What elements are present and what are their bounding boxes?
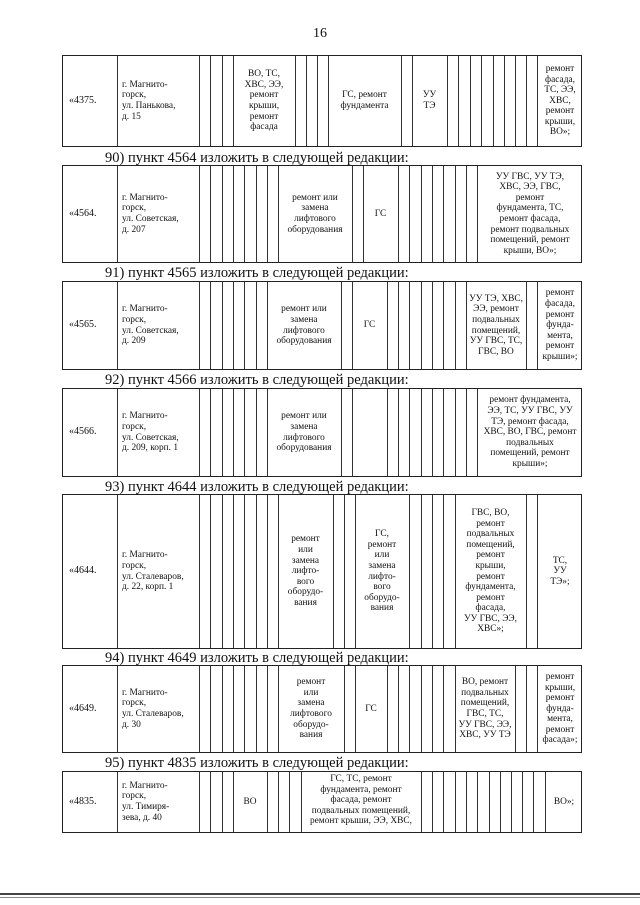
works-cell: ГС, ремонт или замена лифто- вого оборудо- вания [364, 529, 400, 614]
works-cell: ремонт или замена лифтового оборудования [276, 304, 332, 347]
table-row-4564 [62, 165, 582, 263]
works-cell: ГС [363, 320, 376, 331]
works-cell: ГС [365, 703, 377, 714]
row-number: «4566. [69, 426, 97, 438]
works-cell: ВО»; [553, 796, 575, 807]
address-cell: г. Магнито- горск, ул. Сталеваров, д. 30 [122, 687, 184, 730]
row-number: «4644. [69, 565, 97, 577]
works-cell: ремонт или замена лифтового оборудо- вания [290, 677, 332, 741]
address-cell: г. Магнито- горск, ул. Советская, д. 209 [122, 304, 179, 347]
row-number: «4649. [69, 702, 97, 714]
works-cell: УУ ТЭ [422, 90, 437, 111]
section-heading: 95) пункт 4835 изложить в следующей редакции: [105, 755, 409, 771]
works-cell: ремонт или замена лифто- вого оборудо- вания [287, 534, 324, 608]
works-cell: ремонт фундамента, ЭЭ, ТС, УУ ГВС, УУ ТЭ, ремонт фасада, ХВС, ВО, ГВС, ремонт подвальных помещений, ремонт крыши»; [483, 395, 577, 469]
table-row-4835 [62, 771, 582, 833]
table-row-4375 [62, 55, 582, 147]
row-number: «4835. [69, 795, 97, 807]
works-cell: ремонт крыши, ремонт фунда- мента, ремонт фасада»; [542, 671, 578, 746]
section-heading: 90) пункт 4564 изложить в следующей редакции: [105, 150, 409, 166]
works-cell: ремонт или замена лифтового оборудования [276, 411, 332, 454]
section-heading: 91) пункт 4565 изложить в следующей редакции: [105, 265, 409, 281]
row-number: «4565. [69, 319, 97, 331]
works-cell: ГС, ТС, ремонт фундамента, ремонт фасада, ремонт подвальных помещений, ремонт крыши, ЭЭ, ХВС, [309, 774, 413, 827]
works-cell: ГВС, ВО, ремонт подвальных помещений, ремонт крыши, ремонт фундамента, ремонт фасада, УУ ГВС, ЭЭ, ХВС»; [464, 507, 517, 635]
section-heading: 93) пункт 4644 изложить в следующей редакции: [105, 479, 409, 495]
section-heading: 94) пункт 4649 изложить в следующей редакции: [105, 650, 409, 666]
works-cell: ВО, ремонт подвальных помещений, ГВС, ТС, УУ ГВС, ЭЭ, ХВС, УУ ТЭ [458, 677, 512, 741]
table-row-4565 [62, 281, 582, 370]
works-cell: УУ ГВС, УУ ТЭ, ХВС, ЭЭ, ГВС, ремонт фундамента, ТС, ремонт фасада, ремонт подвальных помещений, ремонт крыши, ВО»; [490, 171, 570, 256]
table-row-4566 [62, 388, 582, 477]
works-cell: ВО [243, 796, 257, 807]
address-cell: г. Магнито- горск, ул. Тимиря- зева, д. 40 [122, 780, 170, 823]
page-number: 16 [313, 26, 327, 41]
table-row-4649 [62, 665, 582, 753]
address-cell: г. Магнито- горск, ул. Панькова, д. 15 [122, 79, 176, 122]
works-cell: ТС, УУ ТЭ»; [550, 555, 570, 587]
row-number: «4375. [69, 94, 97, 106]
address-cell: г. Магнито- горск, ул. Советская, д. 207 [122, 192, 179, 235]
works-cell: ремонт фасада, ТС, ЭЭ, ХВС, ремонт крыши, ВО»; [544, 63, 576, 138]
works-cell: ремонт или замена лифтового оборудования [287, 192, 343, 235]
address-cell: г. Магнито- горск, ул. Сталеваров, д. 22, корп. 1 [122, 550, 184, 593]
works-cell: ремонт фасада, ремонт фунда- мента, ремонт крыши»; [542, 288, 578, 362]
works-cell: ВО, ТС, ХВС, ЭЭ, ремонт крыши, ремонт фасада [244, 69, 284, 133]
works-cell: ГС, ремонт фундамента [340, 90, 389, 111]
row-number: «4564. [69, 207, 97, 219]
table-row-4644 [62, 494, 582, 649]
works-cell: УУ ТЭ, ХВС, ЭЭ, ремонт подвальных помещений, УУ ГВС, ТС, ГВС, ВО [469, 293, 523, 357]
page-bottom-border [0, 897, 640, 898]
section-heading: 92) пункт 4566 изложить в следующей редакции: [105, 372, 409, 388]
address-cell: г. Магнито- горск, ул. Советская, д. 209, корп. 1 [122, 411, 179, 454]
works-cell: ГС [374, 208, 387, 219]
page-bottom-border [0, 893, 640, 895]
